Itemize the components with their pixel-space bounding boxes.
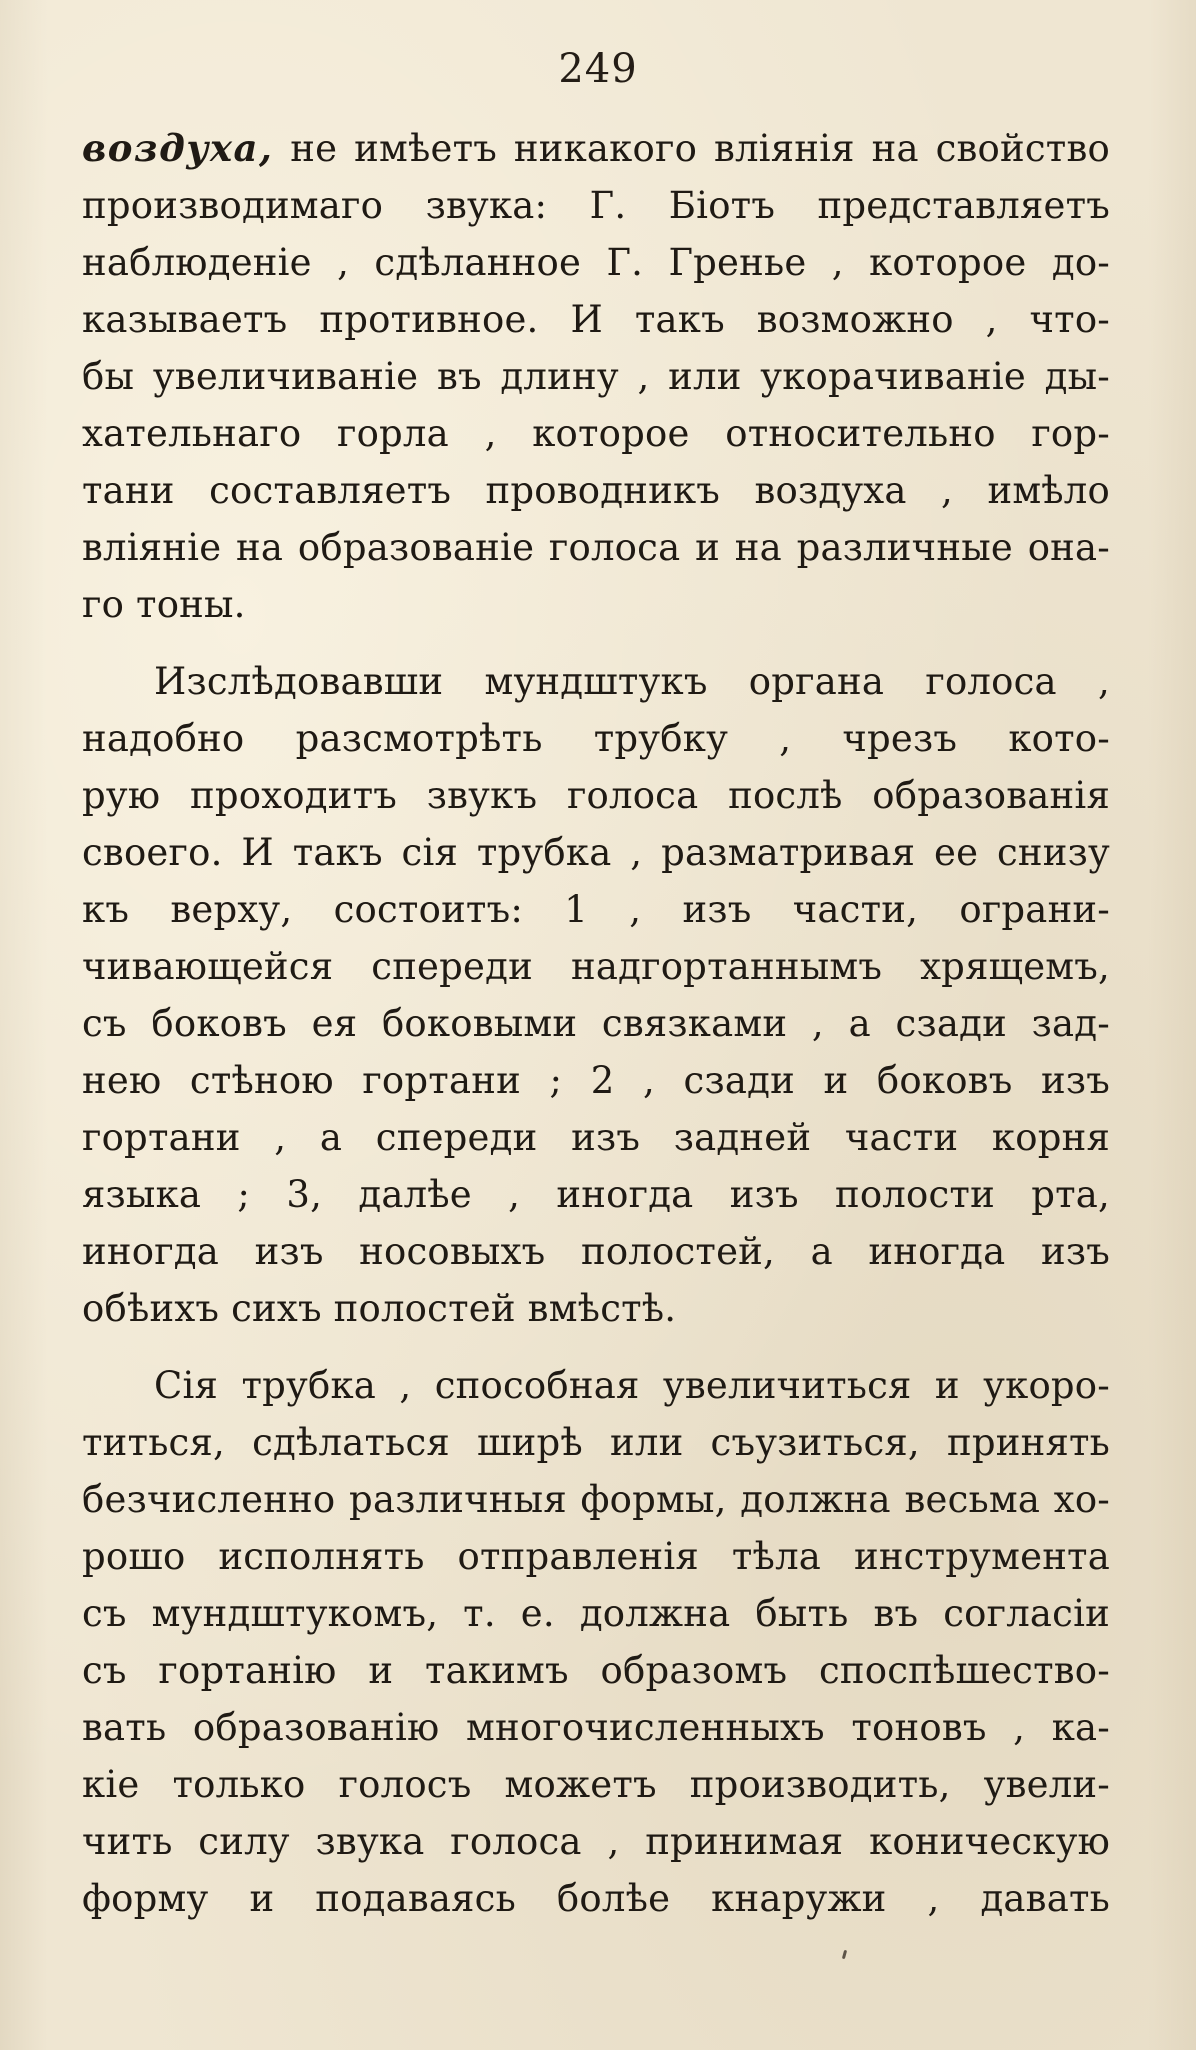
text-line: своего. И такъ сія трубка , разматривая ее снизу <box>82 831 1110 874</box>
text-line: рошо исполнять отправленія тѣла инструмента <box>82 1535 1110 1578</box>
text-line: съ гортанію и такимъ образомъ споспѣшество- <box>82 1649 1110 1692</box>
paragraph-3 <box>82 1357 1110 1927</box>
text-line: титься, сдѣлаться ширѣ или съузиться, принять <box>82 1421 1110 1464</box>
text-line: съ мундштукомъ, т. е. должна быть въ согласіи <box>82 1592 1110 1635</box>
text-line: производимаго звука: Г. Біотъ представляетъ <box>82 184 1110 227</box>
paragraph-gap <box>82 1337 1110 1357</box>
text-line: го тоны. <box>82 583 246 626</box>
text-line: безчисленно различныя формы, должна весьма хо- <box>82 1478 1110 1521</box>
text-line: форму и подаваясь болѣе кнаружи , давать <box>82 1877 1110 1920</box>
page-number: 249 <box>558 46 638 92</box>
text-line: вліяніе на образованіе голоса и на различные она- <box>82 526 1110 569</box>
text-line: рую проходитъ звукъ голоса послѣ образованія <box>82 774 1110 817</box>
text-line: иногда изъ носовыхъ полостей, а иногда изъ <box>82 1230 1110 1273</box>
text-line: наблюденіе , сдѣланное Г. Гренье , которое до- <box>82 241 1110 284</box>
text-line: казываетъ противное. И такъ возможно , что- <box>82 298 1110 341</box>
text-line: вать образованію многочисленныхъ тоновъ , ка- <box>82 1706 1110 1749</box>
text-line: Изслѣдовавши мундштукъ органа голоса , <box>154 660 1110 703</box>
text-line: бы увеличиваніе въ длину , или укорачиваніе ды- <box>82 355 1110 398</box>
italic-lead-word: воздуха, <box>82 126 274 170</box>
text-line: съ боковъ ея боковыми связками , а сзади зад- <box>82 1002 1110 1045</box>
text-line: надобно разсмотрѣть трубку , чрезъ кото- <box>82 717 1110 760</box>
text-line: Сія трубка , способная увеличиться и укоро- <box>154 1364 1110 1407</box>
text-line: чивающейся спереди надгортаннымъ хрящемъ, <box>82 945 1110 988</box>
paragraph-1 <box>82 120 1110 633</box>
text-line: тани составляетъ проводникъ воздуха , имѣло <box>82 469 1110 512</box>
text-line: воздуха, не имѣетъ никакого вліянія на свойство <box>82 126 1110 170</box>
paragraph-2 <box>82 653 1110 1337</box>
text-line: языка ; 3, далѣе , иногда изъ полости рта, <box>82 1173 1110 1216</box>
paragraph-gap <box>82 633 1110 653</box>
text-line: кіе только голосъ можетъ производить, увели- <box>82 1763 1110 1806</box>
text-line: чить силу звука голоса , принимая коническую <box>82 1820 1110 1863</box>
text-line: гортани , а спереди изъ задней части корня <box>82 1116 1110 1159</box>
body-text <box>82 120 1110 1927</box>
text-line: нею стѣною гортани ; 2 , сзади и боковъ изъ <box>82 1059 1110 1102</box>
text-line: обѣихъ сихъ полостей вмѣстѣ. <box>82 1287 677 1330</box>
ink-speck <box>842 1950 847 1959</box>
text-line: къ верху, состоитъ: 1 , изъ части, ограни- <box>82 888 1110 931</box>
text-line: хательнаго горла , которое относительно гор- <box>82 412 1110 455</box>
